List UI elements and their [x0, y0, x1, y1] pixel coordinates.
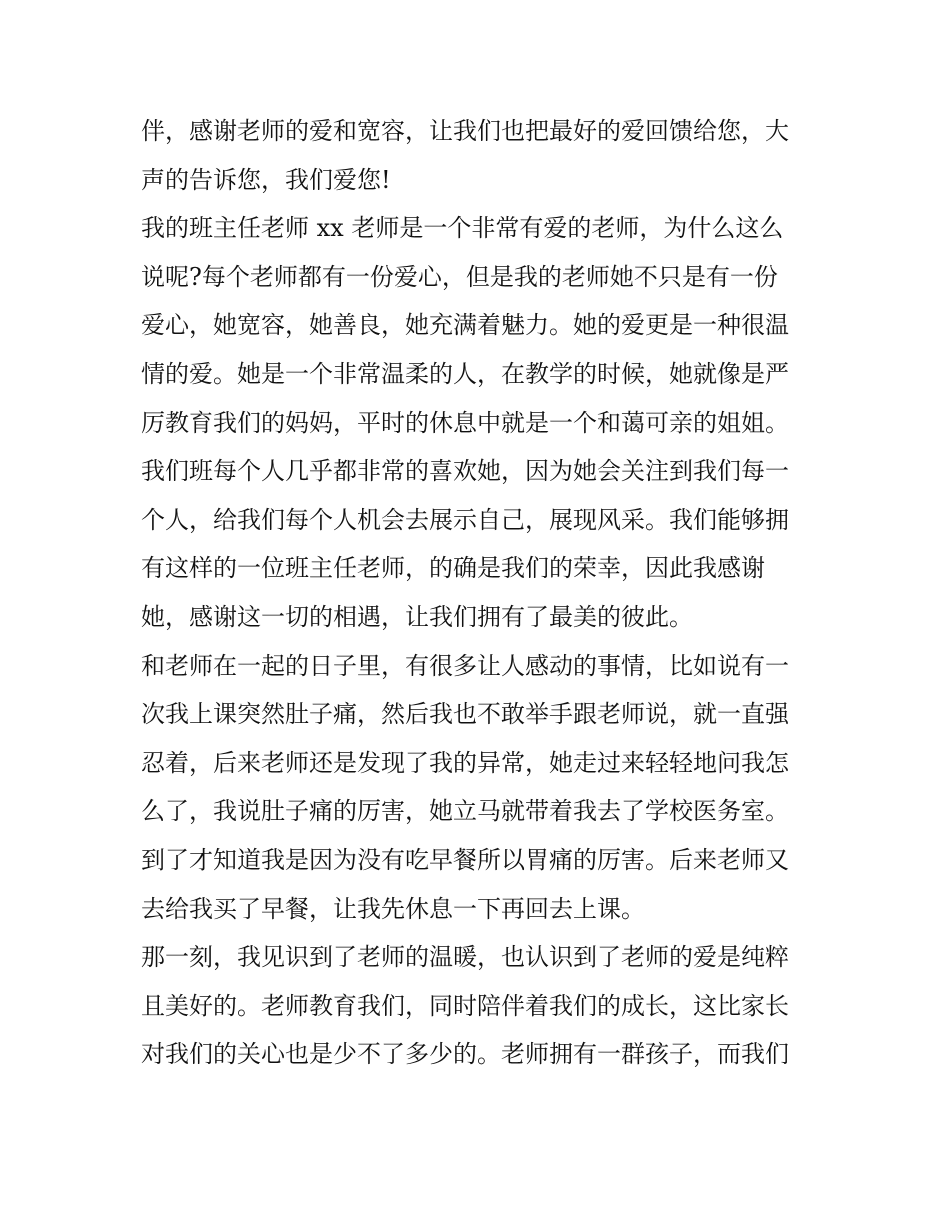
text-line: 那一刻，我见识到了老师的温暖，也认识到了老师的爱是纯粹 [141, 943, 789, 972]
text-line: 和老师在一起的日子里，有很多让人感动的事情，比如说有一 [141, 651, 789, 680]
text-line: 声的告诉您，我们爱您! [141, 165, 391, 194]
text-line: 去给我买了早餐，让我先休息一下再回去上课。 [141, 894, 645, 923]
text-line: 厉教育我们的妈妈，平时的休息中就是一个和蔼可亲的姐姐。 [141, 408, 789, 437]
text-line: 她，感谢这一切的相遇，让我们拥有了最美的彼此。 [141, 602, 693, 631]
text-line: 情的爱。她是一个非常温柔的人，在教学的时候，她就像是严 [141, 359, 789, 388]
text-line: 伴，感谢老师的爱和宽容，让我们也把最好的爱回馈给您，大 [141, 117, 789, 145]
text-line: 我的班主任老师 xx 老师是一个非常有爱的老师，为什么这么 [141, 214, 784, 243]
text-line: 么了，我说肚子痛的厉害，她立马就带着我去了学校医务室。 [141, 797, 789, 826]
text-line: 说呢?每个老师都有一份爱心，但是我的老师她不只是有一份 [141, 262, 778, 291]
text-line: 我们班每个人几乎都非常的喜欢她，因为她会关注到我们每一 [141, 457, 789, 486]
text-line: 且美好的。老师教育我们，同时陪伴着我们的成长，这比家长 [141, 991, 789, 1020]
body-text [141, 107, 821, 1079]
text-line: 到了才知道我是因为没有吃早餐所以胃痛的厉害。后来老师又 [141, 845, 789, 874]
text-line: 个人，给我们每个人机会去展示自己，展现风采。我们能够拥 [141, 505, 789, 534]
text-line: 忍着，后来老师还是发现了我的异常，她走过来轻轻地问我怎 [141, 748, 789, 777]
text-line: 有这样的一位班主任老师，的确是我们的荣幸，因此我感谢 [141, 554, 765, 583]
text-line: 爱心，她宽容，她善良，她充满着魅力。她的爱更是一种很温 [141, 311, 789, 340]
text-line: 对我们的关心也是少不了多少的。老师拥有一群孩子，而我们 [141, 1040, 789, 1069]
text-line: 次我上课突然肚子痛，然后我也不敢举手跟老师说，就一直强 [141, 700, 789, 729]
